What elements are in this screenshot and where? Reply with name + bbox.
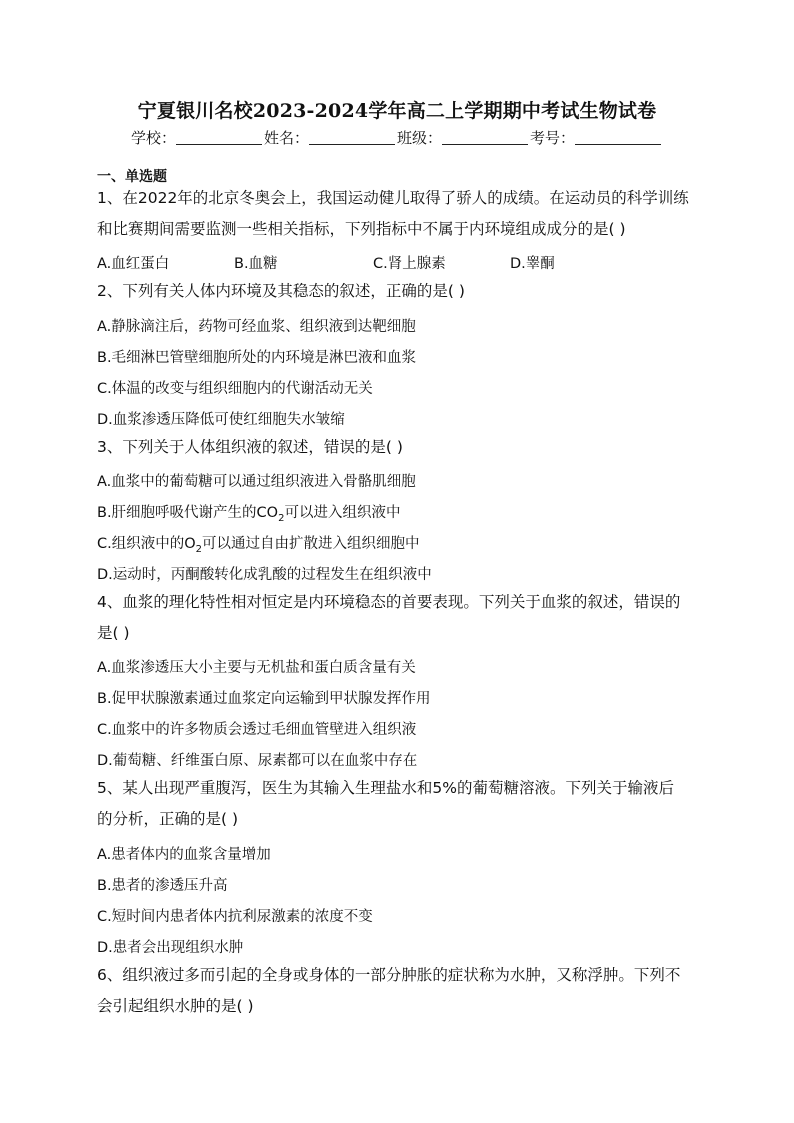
question-2-option-d[interactable]: D.血浆渗透压降低可使红细胞失水皱缩: [97, 412, 345, 428]
school-blank[interactable]: [176, 130, 262, 145]
class-label: 班级：: [397, 129, 443, 147]
name-label: 姓名：: [263, 129, 309, 147]
question-5-option-d[interactable]: D.患者会出现组织水肿: [97, 940, 244, 956]
question-1-stem: [97, 183, 697, 245]
co2-subscript: 2: [278, 512, 285, 524]
exam-number-blank[interactable]: [575, 130, 661, 145]
question-3-option-b[interactable]: [97, 501, 400, 524]
question-1-option-b[interactable]: B.血糖: [234, 256, 278, 272]
question-6-line-1: 6、组织液过多而引起的全身或身体的一部分肿胀的症状称为水肿，又称浮肿。下列不: [97, 966, 681, 984]
school-label: 学校：: [130, 129, 176, 147]
question-4-option-a[interactable]: A.血浆渗透压大小主要与无机盐和蛋白质含量有关: [97, 660, 416, 676]
page-title: 宁夏银川名校2023-2024学年高二上学期期中考试生物试卷: [137, 100, 657, 122]
question-2-line-1: 2、下列有关人体内环境及其稳态的叙述，正确的是( ): [97, 282, 465, 300]
question-6-stem: [97, 960, 697, 1022]
school-field: [131, 127, 264, 148]
question-1-option-d[interactable]: D.睾酮: [510, 256, 555, 272]
student-info-row: [0, 127, 794, 148]
section-heading: 一、单选题: [97, 169, 167, 185]
question-4-option-c[interactable]: C.血浆中的许多物质会透过毛细血管壁进入组织液: [97, 722, 417, 738]
question-3-option-c[interactable]: [97, 532, 420, 555]
question-1-line-2: 和比赛期间需要监测一些相关指标，下列指标中不属于内环境组成成分的是( ): [97, 220, 626, 238]
question-5-stem: [97, 773, 697, 835]
question-3-option-a[interactable]: A.血浆中的葡萄糖可以通过组织液进入骨骼肌细胞: [97, 474, 416, 490]
question-4-option-b[interactable]: B.促甲状腺激素通过血浆定向运输到甲状腺发挥作用: [97, 691, 431, 707]
question-4-line-2: 是( ): [97, 624, 130, 642]
question-2-option-a[interactable]: A.静脉滴注后，药物可经血浆、组织液到达靶细胞: [97, 319, 416, 335]
question-5-line-1: 5、某人出现严重腹泻，医生为其输入生理盐水和5%的葡萄糖溶液。下列关于输液后: [97, 779, 674, 797]
question-1-option-c[interactable]: C.肾上腺素: [373, 256, 446, 272]
question-1-line-1: 1、在2022年的北京冬奥会上，我国运动健儿取得了骄人的成绩。在运动员的科学训练: [97, 189, 689, 207]
question-2-stem: [97, 276, 697, 307]
question-5-option-a[interactable]: A.患者体内的血浆含量增加: [97, 847, 271, 863]
question-3-stem: [97, 432, 697, 463]
name-blank[interactable]: [309, 130, 395, 145]
question-5-line-2: 的分析，正确的是( ): [97, 810, 239, 828]
question-3-option-d[interactable]: D.运动时，丙酮酸转化成乳酸的过程发生在组织液中: [97, 567, 432, 583]
class-field: [397, 127, 530, 148]
exam-number-label: 考号：: [530, 129, 576, 147]
name-field: [264, 127, 397, 148]
question-1-option-a[interactable]: A.血红蛋白: [97, 256, 170, 272]
class-blank[interactable]: [442, 130, 528, 145]
question-2-option-c[interactable]: C.体温的改变与组织细胞内的代谢活动无关: [97, 381, 373, 397]
question-4-line-1: 4、血浆的理化特性相对恒定是内环境稳态的首要表现。下列关于血浆的叙述，错误的: [97, 593, 681, 611]
question-3-option-b-rest: 可以进入组织液中: [284, 505, 401, 521]
question-4-option-d[interactable]: D.葡萄糖、纤维蛋白原、尿素都可以在血浆中存在: [97, 753, 418, 769]
question-3-line-1: 3、下列关于人体组织液的叙述，错误的是( ): [97, 438, 403, 456]
question-6-line-2: 会引起组织水肿的是( ): [97, 997, 254, 1015]
o2-subscript: 2: [195, 543, 203, 555]
question-5-option-b[interactable]: B.患者的渗透压升高: [97, 878, 228, 894]
question-4-stem: [97, 587, 697, 649]
question-3-option-c-text: C.组织液中的O: [97, 536, 196, 552]
question-3-option-c-rest: 可以通过自由扩散进入组织细胞中: [202, 536, 420, 552]
question-5-option-c[interactable]: C.短时间内患者体内抗利尿激素的浓度不变: [97, 909, 373, 925]
question-3-option-b-text: B.肝细胞呼吸代谢产生的CO: [97, 505, 279, 521]
question-2-option-b[interactable]: B.毛细淋巴管壁细胞所处的内环境是淋巴液和血浆: [97, 350, 417, 366]
exam-number-field: [530, 127, 663, 148]
